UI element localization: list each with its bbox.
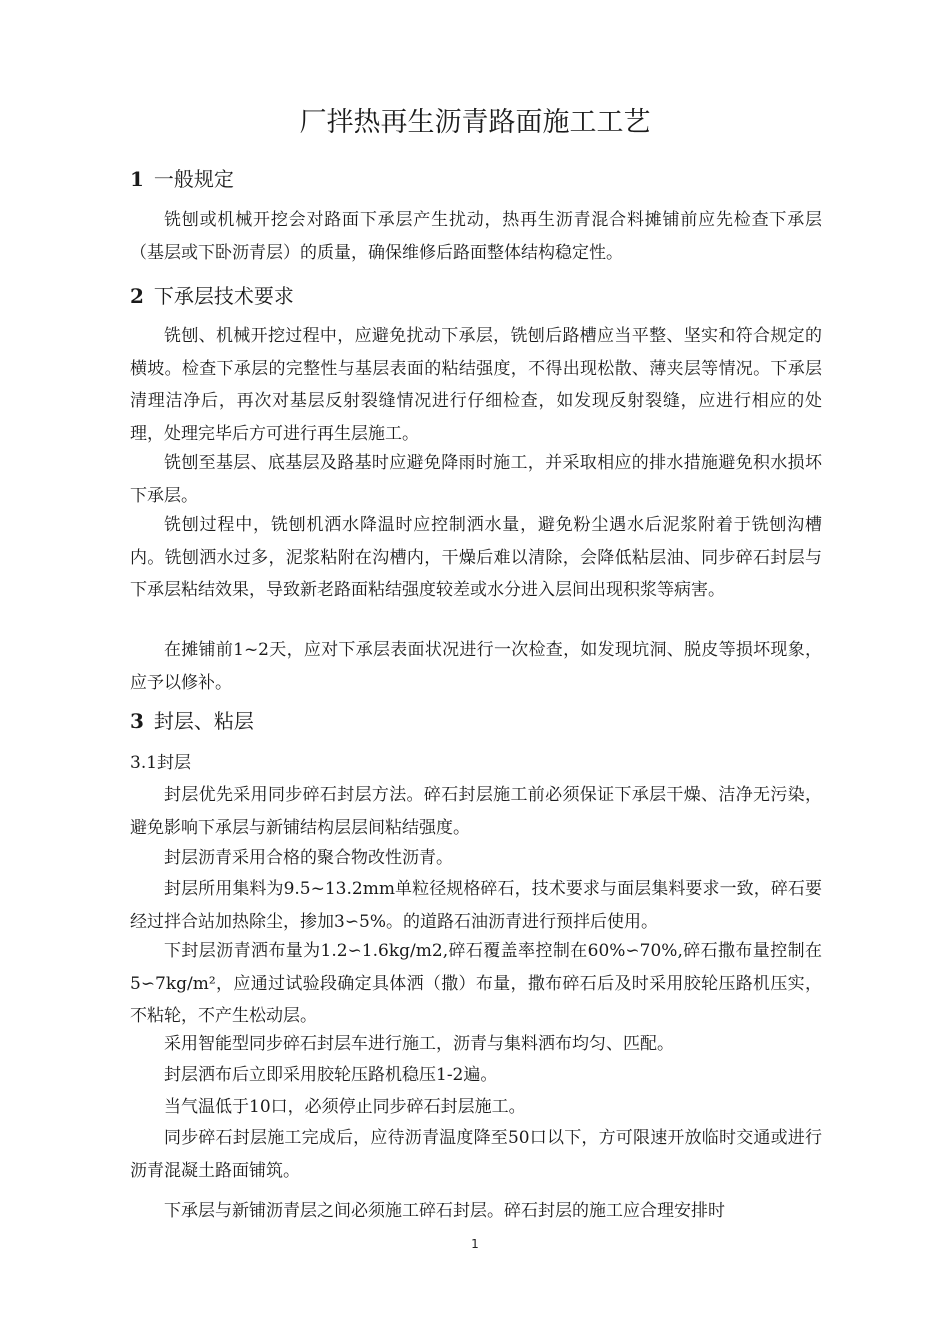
section-3-paragraph-8: 同步碎石封层施工完成后，应待沥青温度降至50口以下，方可限速开放临时交通或进行沥青混凝土路面铺筑。 [130, 1128, 822, 1181]
section-2-paragraph-4: 在摊铺前1~2天，应对下承层表面状况进行一次检查，如发现坑洞、脱皮等损坏现象，应予以修补。 [130, 640, 822, 693]
subsection-3-1-heading: 3.1封层 [130, 753, 192, 773]
section-2-title: 下承层技术要求 [153, 284, 294, 308]
section-3-title: 封层、粘层 [153, 709, 254, 733]
section-3-paragraph-2: 封层沥青采用合格的聚合物改性沥青。 [164, 848, 453, 868]
section-1-title: 一般规定 [153, 167, 234, 191]
section-3-paragraph-9: 下承层与新铺沥青层之间必须施工碎石封层。碎石封层的施工应合理安排时 [164, 1201, 725, 1221]
section-3-paragraph-6: 封层洒布后立即采用胶轮压路机稳压1-2遍。 [164, 1065, 498, 1085]
section-3-paragraph-3: 封层所用集料为9.5~13.2mm单粒径规格碎石，技术要求与面层集料要求一致，碎石要经过拌合站加热除尘，掺加3∽5%。的道路石油沥青进行预拌后使用。 [130, 879, 822, 932]
section-3-heading [130, 706, 254, 736]
section-1-number: 1 [130, 167, 144, 191]
section-3-number: 3 [130, 709, 144, 733]
section-2-number: 2 [130, 284, 144, 308]
document-title: 厂拌热再生沥青路面施工工艺 [299, 107, 651, 138]
section-1-paragraph-1: 铣刨或机械开挖会对路面下承层产生扰动，热再生沥青混合料摊铺前应先检查下承层（基层或下卧沥青层）的质量，确保维修后路面整体结构稳定性。 [130, 210, 822, 263]
section-2-paragraph-3: 铣刨过程中，铣刨机洒水降温时应控制洒水量，避免粉尘遇水后泥浆附着于铣刨沟槽内。铣刨洒水过多，泥浆粘附在沟槽内，干燥后难以清除，会降低粘层油、同步碎石封层与下承层粘结效果，导致新老路面粘结强度较差或水分进入层间出现积浆等病害。 [130, 515, 822, 600]
section-2-paragraph-2: 铣刨至基层、底基层及路基时应避免降雨时施工，并采取相应的排水措施避免积水损坏下承层。 [130, 453, 822, 506]
section-3-paragraph-7: 当气温低于10口，必须停止同步碎石封层施工。 [164, 1097, 526, 1117]
section-3-paragraph-1: 封层优先采用同步碎石封层方法。碎石封层施工前必须保证下承层干燥、洁净无污染，避免影响下承层与新铺结构层层间粘结强度。 [130, 785, 822, 838]
section-2-heading [130, 281, 294, 311]
section-2-paragraph-1: 铣刨、机械开挖过程中，应避免扰动下承层，铣刨后路槽应当平整、坚实和符合规定的横坡。检查下承层的完整性与基层表面的粘结强度，不得出现松散、薄夹层等情况。下承层清理洁净后，再次对基层反射裂缝情况进行仔细检查，如发现反射裂缝，应进行相应的处理，处理完毕后方可进行再生层施工。 [130, 326, 822, 444]
page-number: 1 [471, 1237, 479, 1251]
section-1-heading [130, 164, 234, 194]
section-3-paragraph-4: 下封层沥青洒布量为1.2∽1.6kg/m2,碎石覆盖率控制在60%∽70%,碎石撒布量控制在5∽7kg/m²，应通过试验段确定具体洒（撒）布量，撒布碎石后及时采用胶轮压路机压实，不粘轮，不产生松动层。 [130, 941, 822, 1026]
section-3-paragraph-5: 采用智能型同步碎石封层车进行施工，沥青与集料洒布均匀、匹配。 [164, 1034, 674, 1054]
